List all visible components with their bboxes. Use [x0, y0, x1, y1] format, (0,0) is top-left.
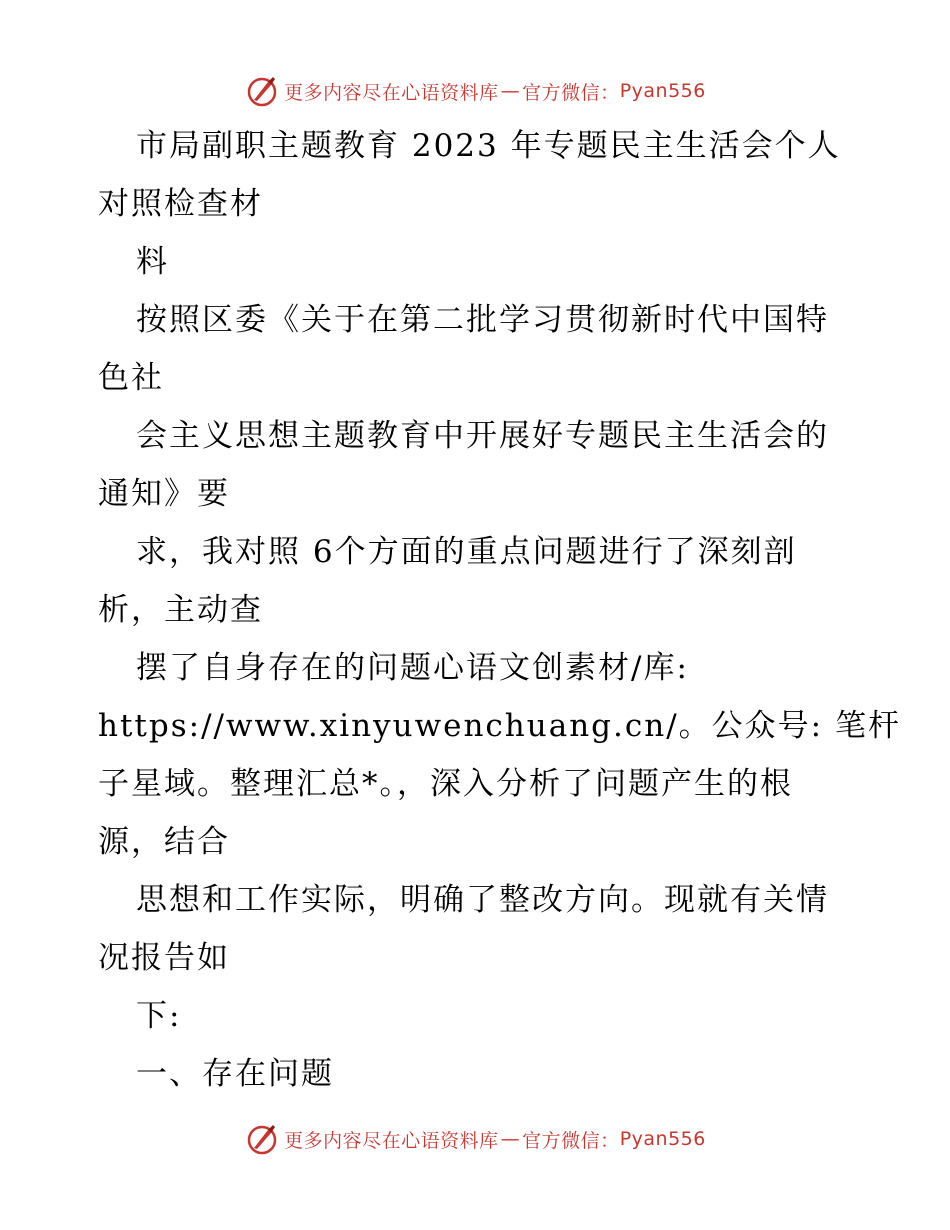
- doc-line: 下:: [136, 998, 182, 1034]
- banner-promo-text: 更多内容尽在心语资料库: [284, 81, 499, 104]
- doc-line: 求，我对照 6个方面的重点问题进行了深刻剖: [136, 534, 797, 570]
- header-watermark-banner: [0, 71, 950, 111]
- doc-line: 对照检查材: [98, 186, 263, 222]
- doc-line: 按照区委《关于在第二批学习贯彻新时代中国特: [136, 302, 829, 338]
- footer-watermark-banner: [0, 1119, 950, 1159]
- doc-line: 色社: [98, 360, 164, 396]
- banner-wechat-label: 官方微信：: [522, 1129, 620, 1152]
- quill-pen-logo-icon: [244, 73, 280, 109]
- banner-wechat-id: Pyan556: [619, 1128, 706, 1150]
- banner-wechat-id: Pyan556: [619, 80, 706, 102]
- doc-line: 料: [136, 244, 169, 280]
- document-body: [98, 117, 901, 1103]
- banner-wechat-label: 官方微信：: [522, 81, 620, 104]
- doc-line: 思想和工作实际，明确了整改方向。现就有关情: [136, 882, 829, 918]
- banner-separator: —: [500, 1128, 521, 1150]
- doc-line: 摆了自身存在的问题心语文创素材/库:: [136, 650, 689, 686]
- doc-line: 一、存在问题: [136, 1056, 334, 1092]
- banner-promo-text: 更多内容尽在心语资料库: [284, 1129, 499, 1152]
- doc-line: 市局副职主题教育 2023 年专题民主生活会个人: [136, 128, 841, 164]
- doc-line: 源，结合: [98, 824, 230, 860]
- doc-line: https://www.xinyuwenchuang.cn/。公众号: 笔杆: [98, 708, 901, 744]
- doc-line: 通知》要: [98, 476, 230, 512]
- doc-line: 析，主动查: [98, 592, 263, 628]
- banner-separator: —: [500, 80, 521, 102]
- doc-line: 会主义思想主题教育中开展好专题民主生活会的: [136, 418, 829, 454]
- doc-line: 子星域。整理汇总*。，深入分析了问题产生的根: [98, 766, 793, 802]
- quill-pen-logo-icon: [244, 1121, 280, 1157]
- doc-line: 况报告如: [98, 940, 230, 976]
